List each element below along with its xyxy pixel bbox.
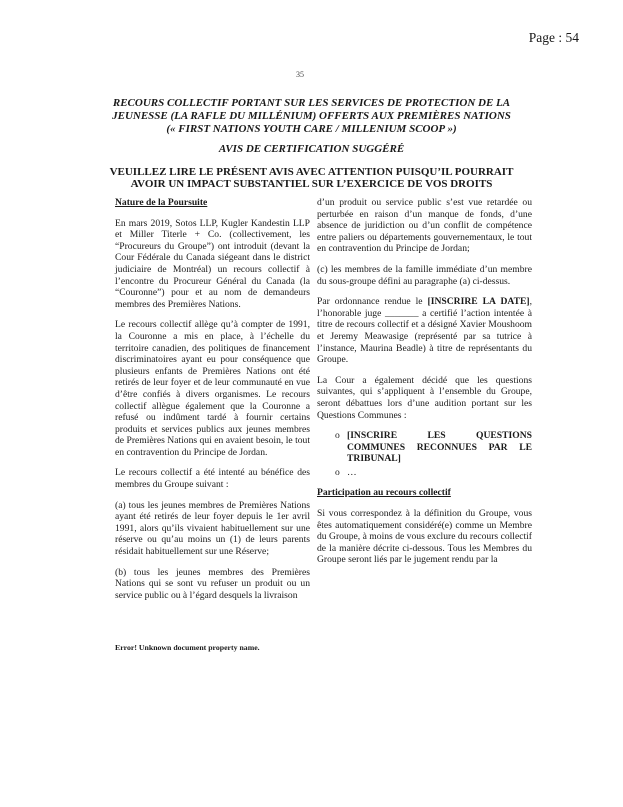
group-definition-item-c: (c) les membres de la famille immédiate d’un membre du sous-groupe défini au paragraphe (a) ci-dessus. (317, 263, 532, 287)
list-item (335, 467, 532, 479)
two-column-body (115, 197, 532, 610)
group-definition-item-a: (a) tous les jeunes membres de Premières Nations ayant été retirés de leur foyer depuis le 1er avril 1991, alors qu’ils vivaient habituellement sur une réserve ou qu’au moins un (1) de leurs parents résidait habituellement sur une Réserve; (115, 499, 310, 558)
right-column (317, 197, 532, 610)
document-subtitle: AVIS DE CERTIFICATION SUGGÉRÉ (218, 143, 405, 155)
main-title-line-2: JEUNESSE (LA RAFLE DU MILLÉNIUM) OFFERTS AUX PREMIÈRES NATIONS (112, 110, 511, 122)
group-definition-item-b-continuation: d’un produit ou service public s’est vue retardée ou perturbée en raison d’un manque de fonds, d’une absence de juridiction ou d’un conflit de compétence entre paliers ou départements gouvernementaux, le tout en contravention du Principe de Jordan; (317, 197, 532, 255)
list-item (335, 430, 532, 465)
group-definition-item-b: (b) tous les jeunes membres des Premières Nations qui se sont vu refuser un produit ou un service public ou à l’égard desquels la livraison (115, 566, 310, 601)
paragraph-allegations: Le recours collectif allège qu’à compter de 1991, la Couronne a mis en place, à l’échelle du territoire canadien, des politiques de financement discriminatoires ayant eu pour conséquence que plusieurs enfants de Premières Nations ont été retirés de leur foyer et de leur communauté en vue d’être confiés à divers organismes. Le recours collectif allègue également que la Couronne a refusé ou indûment tardé à fournir certains produits et services publics aux jeunes membres de Premières Nations qui en avaient besoin, le tout en contravention du Principe de Jordan. (115, 319, 310, 458)
section-heading-nature: Nature de la Poursuite (115, 197, 208, 208)
left-column (115, 197, 310, 610)
warning-notice (88, 167, 535, 190)
title-block (88, 97, 535, 190)
bullet-marker-icon: o (335, 466, 340, 478)
paragraph-group-intro: Le recours collectif a été intenté au bénéfice des membres du Groupe suivant : (115, 467, 310, 491)
main-title-line-3: (« FIRST NATIONS YOUTH CARE / MILLENIUM SCOOP ») (166, 123, 457, 135)
bullet-marker-icon: o (335, 430, 340, 442)
placeholder-inscrire-date: [INSCRIRE LA DATE] (427, 296, 530, 308)
warning-line-1: VEUILLEZ LIRE LE PRÉSENT AVIS AVEC ATTENTION PUISQU’IL POURRAIT (109, 166, 514, 178)
paragraph-intro: En mars 2019, Sotos LLP, Kugler Kandestin LLP et Miller Titerle + Co. (collectivement, les “Procureurs du Groupe”) ont introduit (devant la Cour Fédérale du Canada siégeant dans le district judiciaire de Montréal) un recours collectif à l’encontre du Procureur Général du Canada (la “Couronne”) pour et au nom de demandeurs membres des Premières Nations. (115, 217, 310, 310)
footer-error-text: Error! Unknown document property name. (115, 643, 260, 652)
paragraph-cour-questions: La Cour a également décidé que les questions suivantes, qui s’appliquent à l’ensemble du Groupe, seront débattues lors d’une audition portant sur les Questions Communes : (317, 374, 532, 421)
paragraph-participation: Si vous correspondez à la définition du Groupe, vous êtes automatiquement considéré(e) comme un Membre du Groupe, à moins de vous exclure du recours collectif de la manière décrite ci-dessous. Tous les Membres du Groupe seront liés par le jugement rendu par la (317, 508, 532, 566)
placeholder-questions-communes: [INSCRIRE LES QUESTIONS COMMUNES RECONNUES PAR LE TRIBUNAL] (347, 430, 532, 465)
common-questions-list (317, 430, 532, 478)
section-heading-participation: Participation au recours collectif (317, 487, 451, 499)
ordonnance-text-post: , l’honorable juge _______ a certifié l’action intentée à titre de recours collectif et a désigné Xavier Moushoom et Jeremy Meawasige (représenté par sa tutrice à l’instance, Maurina Beadle) à titre de représentants du Groupe. (317, 296, 532, 366)
main-title-line-1: RECOURS COLLECTIF PORTANT SUR LES SERVICES DE PROTECTION DE LA (112, 97, 511, 109)
ellipsis-item: … (347, 466, 357, 478)
internal-page-number: 35 (296, 70, 304, 79)
ordonnance-text-pre: Par ordonnance rendue le (317, 296, 428, 308)
warning-line-2: AVOIR UN IMPACT SUBSTANTIEL SUR L’EXERCICE DE VOS DROITS (130, 177, 493, 190)
paragraph-ordonnance (317, 296, 532, 366)
page-label: Page : 54 (528, 30, 579, 45)
